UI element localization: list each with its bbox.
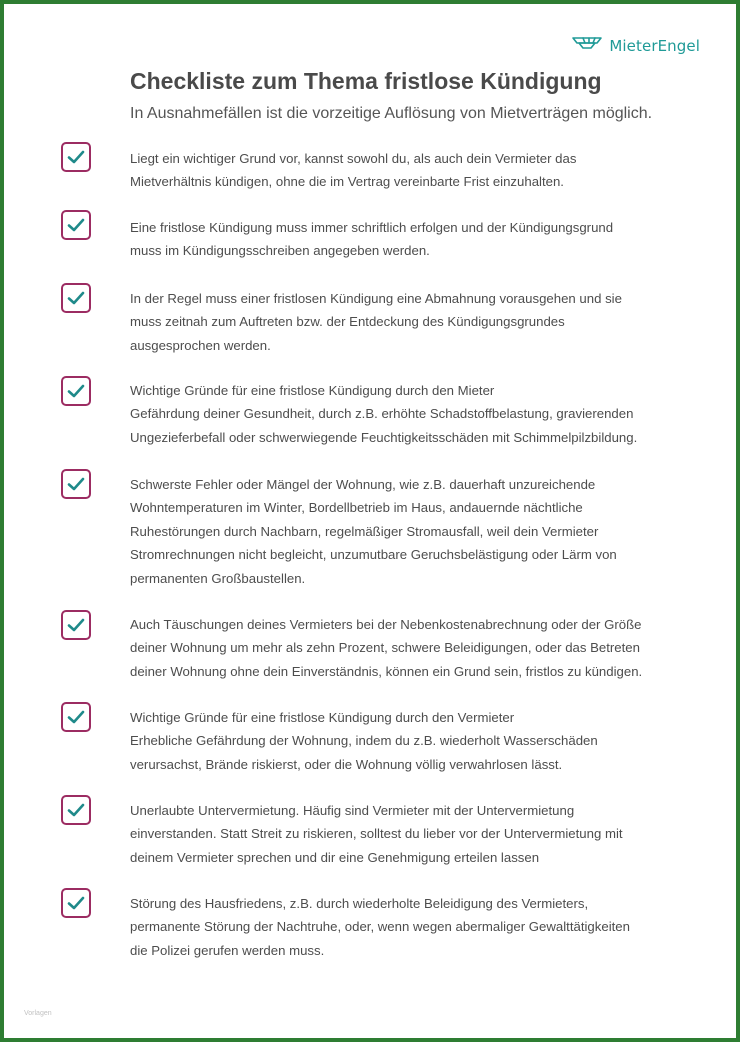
- checklist-item-line: deinem Vermieter sprechen und dir eine Genehmigung erteilen lassen: [130, 849, 540, 865]
- checkbox[interactable]: [61, 142, 91, 172]
- checkmark-icon: [67, 618, 85, 632]
- checklist-item-line: Schwerste Fehler oder Mängel der Wohnung, wie z.B. dauerhaft unzureichende: [130, 477, 596, 492]
- checkbox[interactable]: [61, 283, 91, 313]
- checkbox[interactable]: [61, 702, 91, 732]
- checkbox[interactable]: [61, 610, 91, 640]
- checklist-item-line: Störung des Hausfriedens, z.B. durch wiederholte Beleidigung des Vermieters,: [130, 896, 589, 911]
- checklist-item-line: permanente Störung der Nachtruhe, oder, wenn wegen abermaliger Gewalttätigkeiten: [130, 919, 630, 935]
- wing-icon: [571, 36, 605, 55]
- checklist-item-line: Erhebliche Gefährdung der Wohnung, indem du z.B. wiederholt Wasserschäden: [130, 733, 598, 749]
- checklist-item-line: Ruhestörungen durch Nachbarn, regelmäßiger Stromausfall, weil dein Vermieter: [130, 523, 599, 539]
- checkbox[interactable]: [61, 376, 91, 406]
- checkbox[interactable]: [61, 210, 91, 240]
- checklist-item-line: Eine fristlose Kündigung muss immer schriftlich erfolgen und der Kündigungsgrund: [130, 220, 614, 235]
- brand-logo[interactable]: [571, 36, 700, 55]
- checkmark-icon: [67, 896, 85, 910]
- checklist-item-text: [130, 799, 690, 869]
- checklist-item-text: [130, 706, 690, 776]
- checklist-item-text: [130, 147, 690, 194]
- checklist-item-text: [130, 287, 690, 357]
- checkmark-icon: [67, 150, 85, 164]
- checkbox[interactable]: [61, 795, 91, 825]
- checklist-item-text: [130, 892, 690, 962]
- checklist-item-line: Mietverhältnis kündigen, ohne die im Vertrag vereinbarte Frist einzuhalten.: [130, 174, 564, 190]
- checklist-item-line: deiner Wohnung ohne dein Einverständnis, können ein Grund sein, fristlos zu kündigen.: [130, 663, 643, 679]
- checklist-item-line: Wichtige Gründe für eine fristlose Kündigung durch den Mieter: [130, 383, 495, 398]
- checklist-item-text: [130, 473, 690, 590]
- checkmark-icon: [67, 803, 85, 817]
- checklist-item-line: die Polizei gerufen werden muss.: [130, 942, 325, 958]
- checklist-item-line: deiner Wohnung um mehr als zehn Prozent, schwere Beleidigungen, oder das Betreten: [130, 640, 640, 656]
- checkbox[interactable]: [61, 888, 91, 918]
- checkmark-icon: [67, 291, 85, 305]
- checklist-item-line: Liegt ein wichtiger Grund vor, kannst sowohl du, als auch dein Vermieter das: [130, 151, 577, 166]
- checklist-item-line: Ungezieferbefall oder schwerwiegende Feuchtigkeitsschäden mit Schimmelpilzbildung.: [130, 429, 638, 445]
- checklist-item-line: Gefährdung deiner Gesundheit, durch z.B. erhöhte Schadstoffbelastung, gravierenden: [130, 406, 634, 422]
- checklist-item-line: Wichtige Gründe für eine fristlose Kündigung durch den Vermieter: [130, 710, 515, 725]
- checklist-item-line: In der Regel muss einer fristlosen Kündigung eine Abmahnung vorausgehen und sie: [130, 291, 622, 306]
- checklist-item-line: Unerlaubte Untervermietung. Häufig sind Vermieter mit der Untervermietung: [130, 803, 575, 818]
- checklist-item-line: Auch Täuschungen deines Vermieters bei der Nebenkostenabrechnung oder der Größe: [130, 617, 642, 632]
- checklist-item-text: [130, 216, 690, 263]
- footer-text: Vorlagen: [24, 1010, 52, 1017]
- checklist-item-line: verursachst, Brände riskierst, oder die Wohnung völlig verwahrlosen lässt.: [130, 756, 563, 772]
- page-subtitle: In Ausnahmefällen ist die vorzeitige Auflösung von Mietverträgen möglich.: [130, 105, 653, 122]
- checklist-item-line: einverstanden. Statt Streit zu riskieren, solltest du lieber vor der Untervermietung mit: [130, 826, 623, 842]
- checkmark-icon: [67, 384, 85, 398]
- checklist-item-text: [130, 613, 690, 683]
- checkmark-icon: [67, 218, 85, 232]
- checkmark-icon: [67, 477, 85, 491]
- checklist-item-line: muss zeitnah zum Auftreten bzw. der Entdeckung des Kündigungsgrundes: [130, 314, 565, 330]
- checklist-item-line: Wohntemperaturen im Winter, Bordellbetrieb im Haus, andauernde nächtliche: [130, 500, 583, 516]
- checklist-item-line: Stromrechnungen nicht begleicht, unzumutbare Geruchsbelästigung oder Lärm von: [130, 547, 617, 563]
- checkmark-icon: [67, 710, 85, 724]
- checklist-item-text: [130, 379, 690, 449]
- checklist-item-line: permanenten Großbaustellen.: [130, 570, 306, 586]
- checklist-page: [4, 4, 736, 1038]
- page-title: Checkliste zum Thema fristlose Kündigung: [130, 68, 602, 94]
- checklist-item-line: ausgesprochen werden.: [130, 337, 271, 353]
- brand-name: MieterEngel: [609, 36, 700, 55]
- checklist-item-line: muss im Kündigungsschreiben angegeben werden.: [130, 243, 430, 259]
- checkbox[interactable]: [61, 469, 91, 499]
